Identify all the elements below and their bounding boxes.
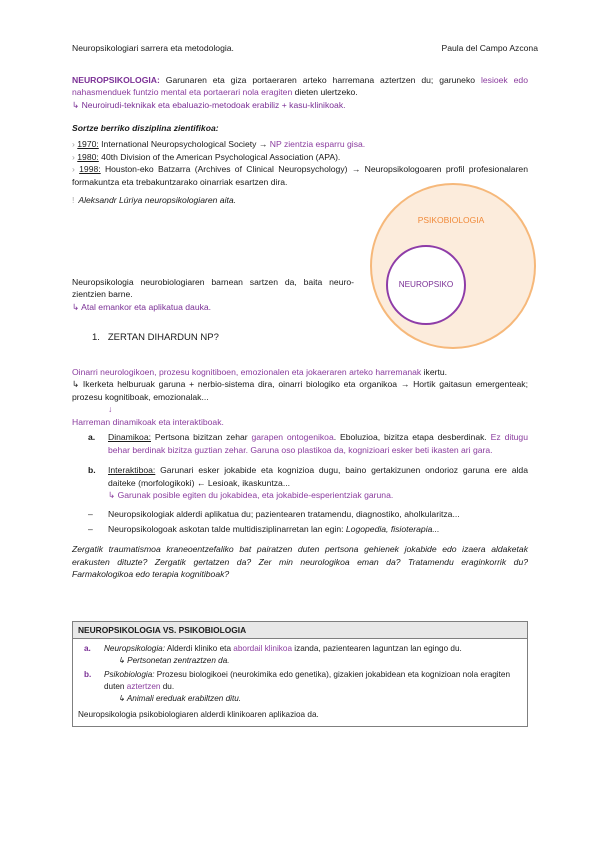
origins-title: Sortze berriko disziplina zientifikoa: — [72, 123, 219, 133]
document-title: Neuropsikologiari sarrera eta metodologia. — [72, 43, 234, 53]
exclamation-icon: ! — [72, 195, 75, 206]
section1-p3: Harreman dinamikoak eta interaktiboak. — [72, 416, 224, 427]
origins-item: › 1970: International Neuropsychological Society → NP zientzia esparru gisa. — [72, 139, 366, 150]
nested-arrow-note: ↳ Atal emankor eta aplikatua dauka. — [72, 301, 212, 312]
origins-item: › 1998: Houston-eko Batzarra (Archives of Clinical Neuropsychology) → Neuropsikologoaren profil profesionalaren formakuntza eta trebakuntzarako oinarriak esartzen dira. — [72, 164, 528, 187]
comparison-table — [72, 621, 528, 727]
bullet-item: – Neuropsikologoak askotan talde multidisziplinarretan lan egin: Logopedia, fisioterapia... — [88, 523, 440, 534]
intro-arrow-note: ↳ Neuroirudi-teknikak eta ebaluazio-metodoak erabiliz + kasu-klinikoak. — [72, 99, 346, 110]
neuropsiko-circle — [386, 245, 466, 325]
table-header: NEUROPSIKOLOGIA VS. PSIKOBIOLOGIA — [73, 622, 527, 639]
section1-p1: Oinarri neurologikoen, prozesu kognitiboen, emozionalen eta jokaeraren arteko harremanak ikertu. — [72, 367, 448, 377]
neuropsiko-label: NEUROPSIKO — [398, 280, 454, 290]
table-item-b-sub: ↳ Animali ereduak erabiltzen ditu. — [118, 693, 242, 703]
term-neuropsikologia: NEUROPSIKOLOGIA: — [72, 75, 160, 85]
list-item-a: a. Dinamikoa: Pertsona bizitzan zehar garapen ontogenikoa. Eboluzioa, bizitza etapa desberdinak. Ez ditugu behar berdinak bizitza guztian zehar. Garuna oso plastikoa da, kognizioari esker beti ikasten ari gara. — [88, 432, 528, 455]
definition: NEUROPSIKOLOGIA: Garunaren eta giza portaeraren arteko harremana aztertzen du; garuneko lesioek edo nahasmenduek funtzio mental eta portaerari nola eragiten dieten ulertzeko. — [72, 75, 528, 98]
section-heading: 1. ZERTAN DIHARDUN NP? — [92, 332, 219, 343]
psikobiologia-label: PSIKOBIOLOGIA — [417, 215, 485, 225]
section1-body — [72, 366, 528, 581]
page-header — [72, 42, 538, 54]
list-item-b-arrow: ↳ Garunak posible egiten du jokabidea, eta jokabide-esperientziak garuna. — [108, 490, 394, 501]
down-arrow-icon: ↓ — [108, 404, 113, 415]
section1-p2: ↳ Ikerketa helburuak garuna + nerbio-sistema dira, oinarri biologiko eta organikoa → Hortik gaitasun emergenteak; prozesu kognitiboak, emozionalak... — [72, 379, 528, 402]
table-item-b: b. Psikobiologia: Prozesu biologikoei (neurokimika edo genetika), gizakien jokabidean eta kognizioan nola eragiten duten aztertzen du. ↳ Animali ereduak erabiltzen ditu. — [78, 669, 522, 705]
intro-paragraph — [72, 74, 528, 111]
questions-paragraph: Zergatik traumatismoa kraneoentzefaliko bat pairatzen duten pertsona gehienek jokabide edo izaera aldaketak erakusten dituzte? Zergatik gertatzen da? Zer min neurologikoa eman da? Tratamendu eraginkorrik du? Farmakologikoa edo terapia kognitiboak? — [72, 544, 528, 580]
nested-paragraph: Neuropsikologia neurobiologiaren barnean sartzen da, baita neuro-zientzien barne. ↳ Atal emankor eta aplikatua dauka. — [72, 277, 354, 312]
table-body — [73, 639, 527, 725]
origins-item: › 1980: 40th Division of the American Psychological Association (APA). — [72, 151, 341, 162]
luria-note: ! Aleksandr Lúriya neuropsikologiaren aita. — [72, 195, 237, 206]
table-item-a: a. Neuropsikologia: Alderdi kliniko eta abordail klinikoa izanda, pazientearen laguntzan lan egingo du. ↳ Pertsonetan zentraztzen da. — [84, 644, 462, 666]
author-name: Paula del Campo Azcona — [441, 43, 538, 53]
bullet-item: – Neuropsikologiak alderdi aplikatua du; pazientearen tratamendu, diagnostiko, aholkularitza... — [88, 508, 460, 519]
table-item-a-sub: ↳ Pertsonetan zentraztzen da. — [118, 656, 230, 666]
list-item-b: b. Interaktiboa: Garunari esker jokabide eta kognizioa dugu, baino gertakizunen ondorioz garuna ere alda daiteke (morfologikoki) ← Lesioak, ikaskuntza... ↳ Garunak posible egiten du jokabidea, eta jokabide-esperientziak garuna. — [88, 465, 528, 501]
table-footer: Neuropsikologia psikobiologiaren alderdi klinikoaren aplikazioa da. — [78, 709, 319, 719]
